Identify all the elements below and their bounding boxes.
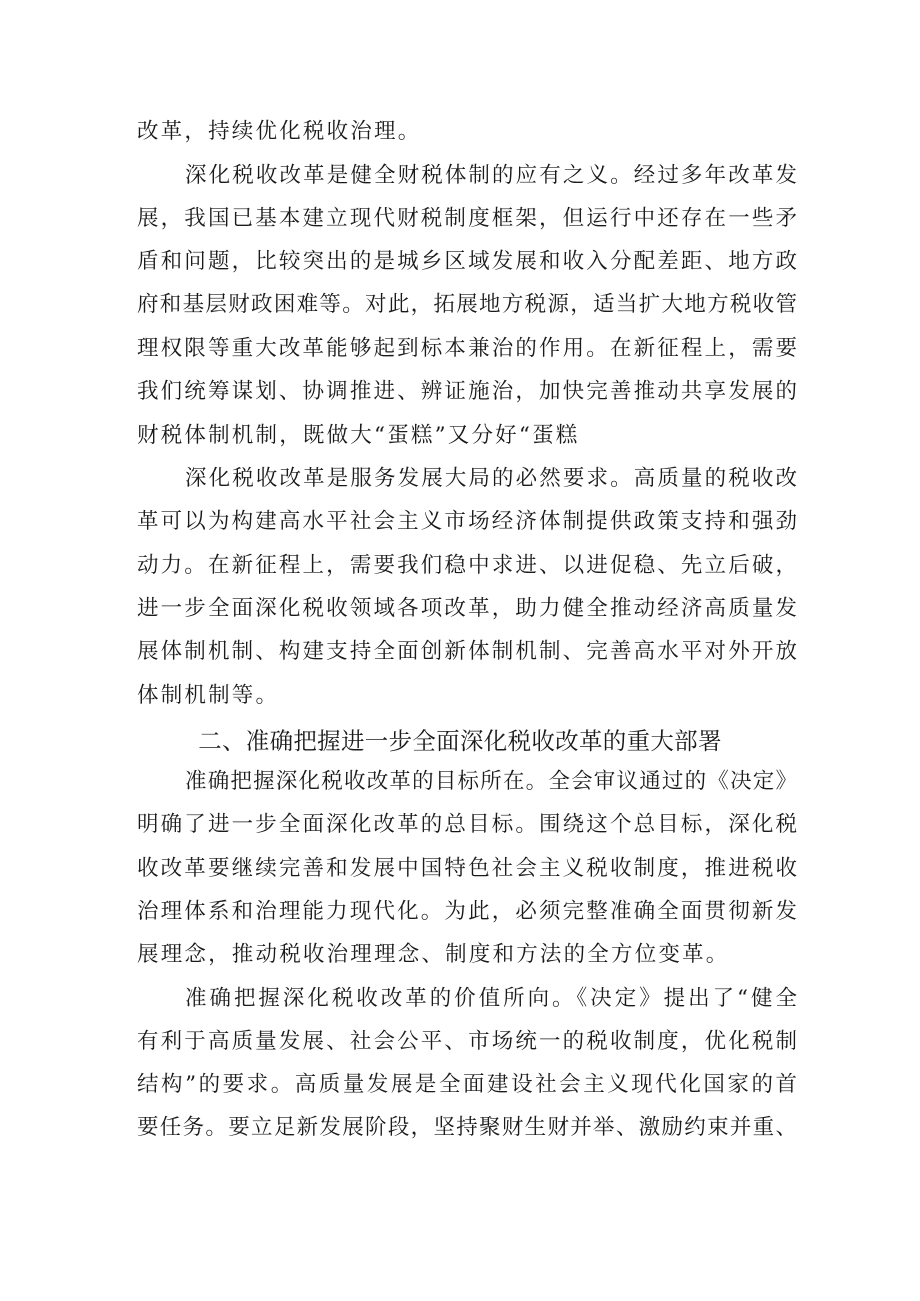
paragraph-line: 明确了进一步全面深化改革的总目标。围绕这个总目标，深化税 [137,812,797,837]
paragraph-line: 我们统筹谋划、协调推进、辨证施治，加快完善推动共享发展的 [137,379,797,404]
paragraph-line: 展体制机制、构建支持全面创新体制机制、完善高水平对外开放 [137,639,797,664]
paragraph-line: 财税体制机制，既做大“蛋糕”又分好“蛋糕 [137,423,580,448]
paragraph-line: 理权限等重大改革能够起到标本兼治的作用。在新征程上，需要 [137,336,797,361]
paragraph-line: 进一步全面深化税收领域各项改革，助力健全推动经济高质量发 [137,596,797,621]
paragraph-line: 收改革要继续完善和发展中国特色社会主义税收制度，推进税收 [137,856,797,881]
paragraph-line: 体制机制等。 [137,683,280,708]
paragraph-line: 展理念，推动税收治理理念、制度和方法的全方位变革。 [137,942,730,967]
paragraph-line: 有利于高质量发展、社会公平、市场统一的税收制度，优化税制 [137,1029,797,1054]
paragraph-line: 府和基层财政困难等。对此，拓展地方税源，适当扩大地方税收管 [137,292,797,317]
paragraph-line: 准确把握深化税收改革的价值所向。《决定》提出了“健全 [185,986,797,1011]
paragraph-line: 准确把握深化税收改革的目标所在。全会审议通过的《决定》 [185,769,797,794]
paragraph-line: 动力。在新征程上，需要我们稳中求进、以进促稳、先立后破， [137,553,797,578]
paragraph-line: 盾和问题，比较突出的是城乡区域发展和收入分配差距、地方政 [137,249,797,274]
section-heading: 二、准确把握进一步全面深化税收改革的重大部署 [198,727,722,755]
paragraph-line: 结构”的要求。高质量发展是全面建设社会主义现代化国家的首 [137,1072,797,1097]
paragraph-line: 革可以为构建高水平社会主义市场经济体制提供政策支持和强劲 [137,509,797,534]
paragraph-line: 深化税收改革是服务发展大局的必然要求。高质量的税收改 [185,466,797,491]
paragraph-line: 改革，持续优化税收治理。 [137,119,422,144]
paragraph-line: 治理体系和治理能力现代化。为此，必须完整准确全面贯彻新发 [137,899,797,924]
paragraph-line: 要任务。要立足新发展阶段，坚持聚财生财并举、激励约束并重、 [137,1115,797,1140]
paragraph-line: 展，我国已基本建立现代财税制度框架，但运行中还存在一些矛 [137,206,797,231]
paragraph-line: 深化税收改革是健全财税体制的应有之义。经过多年改革发 [185,163,797,188]
